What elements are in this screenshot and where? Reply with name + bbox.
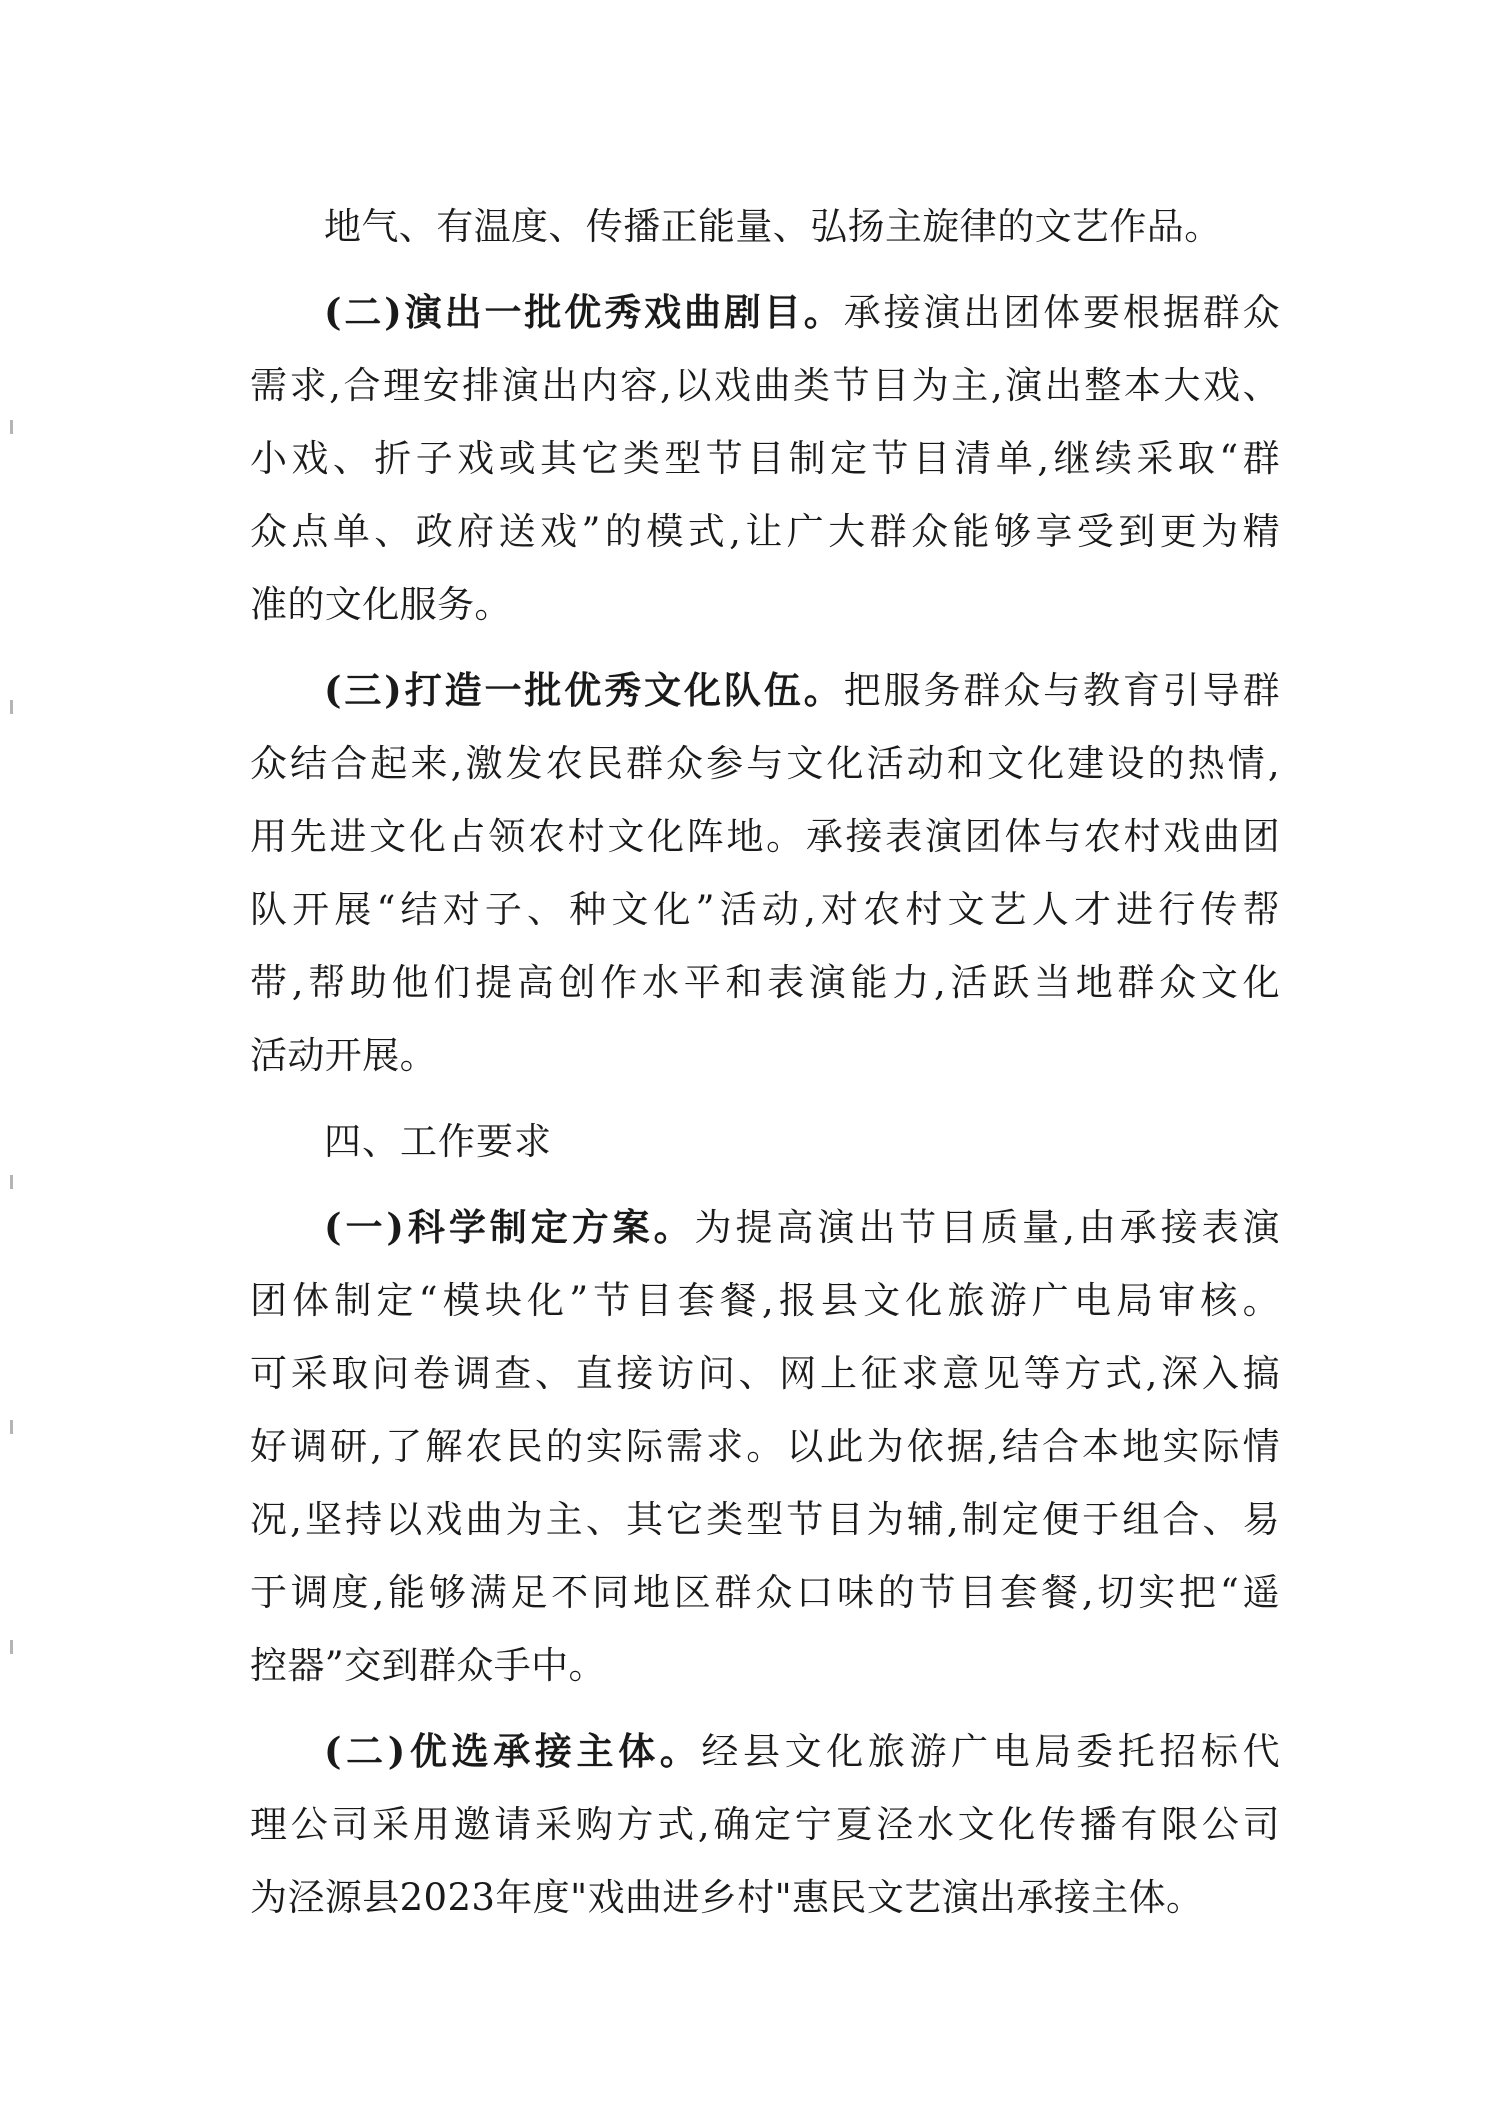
- text-line: [250, 422, 1280, 495]
- paragraph: [250, 276, 1280, 641]
- text-line: [250, 1264, 1280, 1337]
- text-line: [250, 1715, 1280, 1788]
- line-text: 四、工作要求: [324, 1120, 552, 1163]
- text-line: [250, 946, 1280, 1019]
- line-text: 于调度,能够满足不同地区群众口味的节目套餐,切实把“遥: [250, 1571, 1280, 1614]
- line-text: 把服务群众与教育引导群: [843, 669, 1280, 712]
- subsection-title: (一)科学制定方案。: [324, 1205, 695, 1249]
- text-line: [250, 1105, 1280, 1178]
- subsection-title: (二)优选承接主体。: [324, 1729, 702, 1773]
- line-text: 承接演出团体要根据群众: [843, 291, 1280, 334]
- line-text: 为提高演出节目质量,由承接表演: [694, 1206, 1280, 1249]
- text-line: [250, 1337, 1280, 1410]
- scan-mark: [10, 700, 13, 714]
- scan-mark: [10, 1175, 13, 1189]
- text-line: [250, 1788, 1280, 1861]
- text-line: [250, 1410, 1280, 1483]
- text-line: [250, 1191, 1280, 1264]
- paragraph: [250, 654, 1280, 1092]
- line-text: 况,坚持以戏曲为主、其它类型节目为辅,制定便于组合、易: [250, 1498, 1280, 1541]
- paragraph-gap: [250, 1178, 1280, 1191]
- text-line: [250, 495, 1280, 568]
- paragraph-gap: [250, 263, 1280, 276]
- line-text: 带,帮助他们提高创作水平和表演能力,活跃当地群众文化: [250, 961, 1280, 1004]
- line-text: 队开展“结对子、种文化”活动,对农村文艺人才进行传帮: [250, 888, 1280, 931]
- text-line: [250, 1483, 1280, 1556]
- line-text: 好调研,了解农民的实际需求。以此为依据,结合本地实际情: [250, 1425, 1280, 1468]
- text-line: [250, 1556, 1280, 1629]
- line-text: 控器”交到群众手中。: [250, 1644, 606, 1687]
- line-text: 经县文化旅游广电局委托招标代: [701, 1730, 1280, 1773]
- line-text: 用先进文化占领农村文化阵地。承接表演团体与农村戏曲团: [250, 815, 1280, 858]
- line-text: 众结合起来,激发农民群众参与文化活动和文化建设的热情,: [250, 742, 1280, 785]
- text-line: [250, 800, 1280, 873]
- paragraph: [250, 1715, 1280, 1934]
- line-text: 准的文化服务。: [250, 583, 512, 626]
- paragraph: [250, 190, 1280, 263]
- text-line: [250, 349, 1280, 422]
- paragraph: [250, 1191, 1280, 1702]
- line-text: 为泾源县2023年度"戏曲进乡村"惠民文艺演出承接主体。: [250, 1876, 1204, 1919]
- scan-mark: [10, 1420, 13, 1434]
- text-line: [250, 873, 1280, 946]
- line-text: 小戏、折子戏或其它类型节目制定节目清单,继续采取“群: [250, 437, 1280, 480]
- line-text: 地气、有温度、传播正能量、弘扬主旋律的文艺作品。: [324, 205, 1222, 248]
- document-body: [250, 190, 1280, 1934]
- paragraph-gap: [250, 1092, 1280, 1105]
- line-text: 众点单、政府送戏”的模式,让广大群众能够享受到更为精: [250, 510, 1280, 553]
- line-text: 可采取问卷调查、直接访问、网上征求意见等方式,深入搞: [250, 1352, 1280, 1395]
- text-line: [250, 654, 1280, 727]
- text-line: [250, 568, 1280, 641]
- text-line: [250, 727, 1280, 800]
- line-text: 活动开展。: [250, 1034, 437, 1077]
- scan-mark: [10, 1640, 13, 1654]
- paragraph-gap: [250, 1702, 1280, 1715]
- section-heading: [250, 1105, 1280, 1178]
- scan-mark: [10, 420, 13, 434]
- line-text: 团体制定“模块化”节目套餐,报县文化旅游广电局审核。: [250, 1279, 1280, 1322]
- subsection-title: (二)演出一批优秀戏曲剧目。: [324, 290, 844, 334]
- paragraph-gap: [250, 641, 1280, 654]
- text-line: [250, 1861, 1280, 1934]
- text-line: [250, 1629, 1280, 1702]
- text-line: [250, 1019, 1280, 1092]
- text-line: [250, 276, 1280, 349]
- subsection-title: (三)打造一批优秀文化队伍。: [324, 668, 844, 712]
- text-line: [250, 190, 1280, 263]
- line-text: 需求,合理安排演出内容,以戏曲类节目为主,演出整本大戏、: [250, 364, 1280, 407]
- line-text: 理公司采用邀请采购方式,确定宁夏泾水文化传播有限公司: [250, 1803, 1280, 1846]
